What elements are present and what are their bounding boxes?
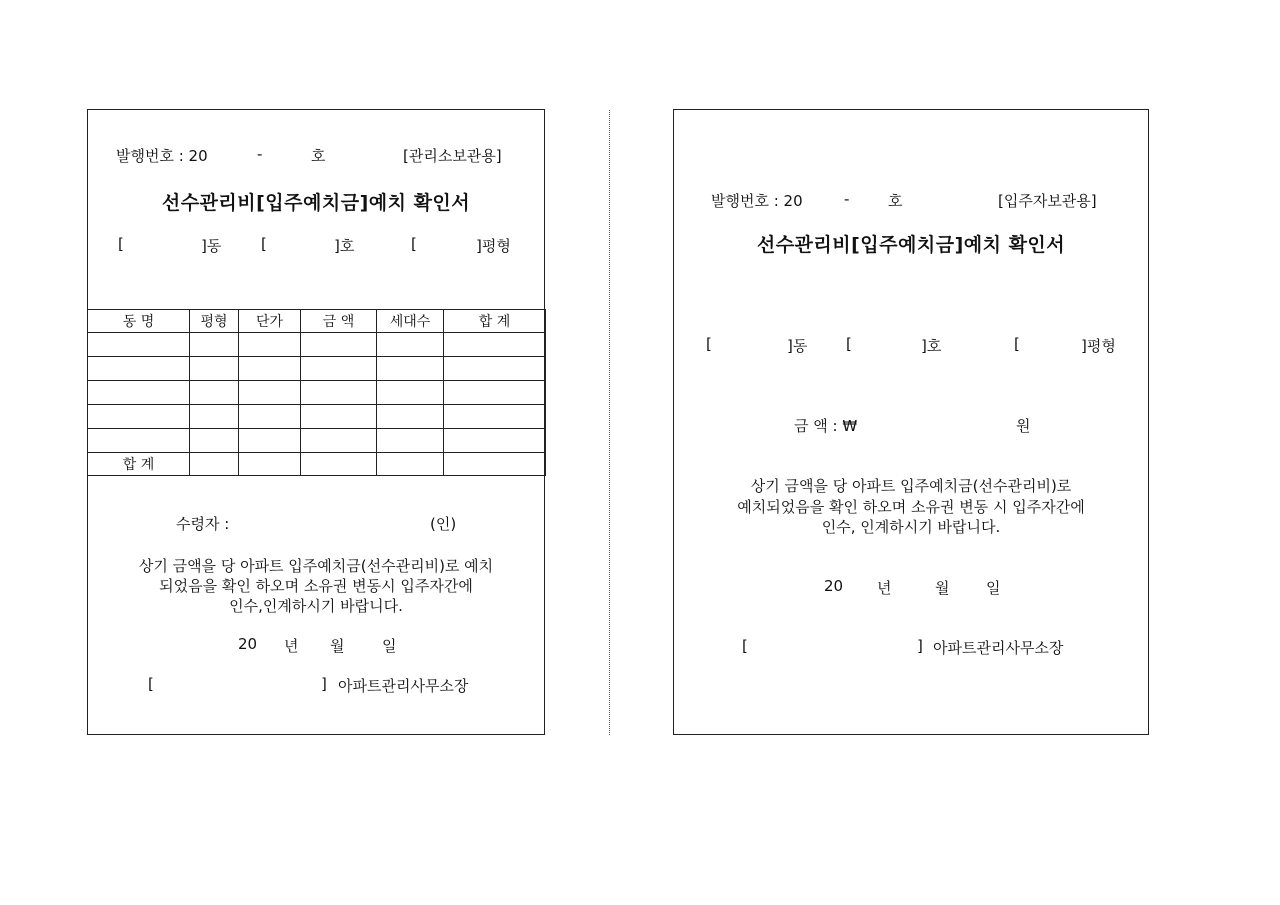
header-amount: 금 액 xyxy=(301,310,377,333)
ho-bracket-open: [ xyxy=(846,335,852,353)
date-year: 20 xyxy=(824,577,844,595)
table-row[interactable] xyxy=(88,381,546,405)
body-line-1: 상기 금액을 당 아파트 입주예치금(선수관리비)로 xyxy=(750,477,1072,495)
area-bracket-open: [ xyxy=(411,235,417,253)
date-day-unit: 일 xyxy=(382,637,397,655)
office-bracket-open: [ xyxy=(742,637,748,655)
date-month-unit: 월 xyxy=(935,579,950,597)
dong-bracket-open: [ xyxy=(118,235,124,253)
right-receipt-form xyxy=(673,109,1149,735)
amount-unit: 원 xyxy=(1016,417,1031,435)
amount-label: 금 액 : ₩ xyxy=(794,417,858,435)
area-field-label: ]평형 xyxy=(476,237,511,255)
body-line-2: 되었음을 확인 하오며 소유권 변동시 입주자간에 xyxy=(159,577,473,595)
issue-number-ho: 호 xyxy=(311,147,326,165)
body-line-3: 인수, 인계하시기 바랍니다. xyxy=(821,518,1001,536)
form-title: 선수관리비[입주예치금]예치 확인서 xyxy=(161,192,471,214)
office-bracket-open: [ xyxy=(148,675,154,693)
date-year-unit: 년 xyxy=(877,579,892,597)
body-line-3: 인수,인계하시기 바랍니다. xyxy=(229,597,403,615)
issue-number-label: 발행번호 : 20 xyxy=(711,192,803,210)
area-bracket-open: [ xyxy=(1014,335,1020,353)
office-bracket-close: ] xyxy=(321,675,327,693)
table-row[interactable] xyxy=(88,405,546,429)
dong-field-label: ]동 xyxy=(787,337,808,355)
ho-field-label: ]호 xyxy=(334,237,355,255)
date-year: 20 xyxy=(238,635,258,653)
seal-mark: (인) xyxy=(430,515,457,533)
copy-type-label: [관리소보관용] xyxy=(403,147,502,165)
ho-field-label: ]호 xyxy=(921,337,942,355)
table-row[interactable] xyxy=(88,333,546,357)
copy-type-label: [입주자보관용] xyxy=(998,192,1097,210)
table-total-row xyxy=(88,453,546,476)
date-year-unit: 년 xyxy=(284,637,299,655)
header-unit-price: 단가 xyxy=(239,310,301,333)
office-name: 아파트관리사무소장 xyxy=(933,639,1064,657)
area-field-label: ]평형 xyxy=(1081,337,1116,355)
table-row[interactable] xyxy=(88,429,546,453)
date-month-unit: 월 xyxy=(330,637,345,655)
issue-number-label: 발행번호 : 20 xyxy=(116,147,208,165)
header-area: 평형 xyxy=(190,310,239,333)
receiver-label: 수령자 : xyxy=(176,515,230,533)
office-bracket-close: ] xyxy=(917,637,923,655)
body-line-2: 예치되었음을 확인 하오며 소유권 변동 시 입주자간에 xyxy=(737,498,1085,516)
header-total: 합 계 xyxy=(444,310,546,333)
table-header-row xyxy=(88,310,546,333)
date-day-unit: 일 xyxy=(986,579,1001,597)
issue-number-dash: - xyxy=(257,145,263,163)
table-row[interactable] xyxy=(88,357,546,381)
left-receipt-form xyxy=(87,109,545,735)
form-title: 선수관리비[입주예치금]예치 확인서 xyxy=(756,234,1066,256)
ho-bracket-open: [ xyxy=(261,235,267,253)
cut-line-divider xyxy=(609,110,610,735)
issue-number-ho: 호 xyxy=(888,192,903,210)
dong-bracket-open: [ xyxy=(706,335,712,353)
office-name: 아파트관리사무소장 xyxy=(338,677,469,695)
issue-number-dash: - xyxy=(844,190,850,208)
amount-table xyxy=(87,309,546,476)
header-dong-name: 동 명 xyxy=(88,310,190,333)
dong-field-label: ]동 xyxy=(201,237,222,255)
total-row-label: 합 계 xyxy=(88,453,190,476)
header-households: 세대수 xyxy=(377,310,444,333)
body-line-1: 상기 금액을 당 아파트 입주예치금(선수관리비)로 예치 xyxy=(138,557,494,575)
